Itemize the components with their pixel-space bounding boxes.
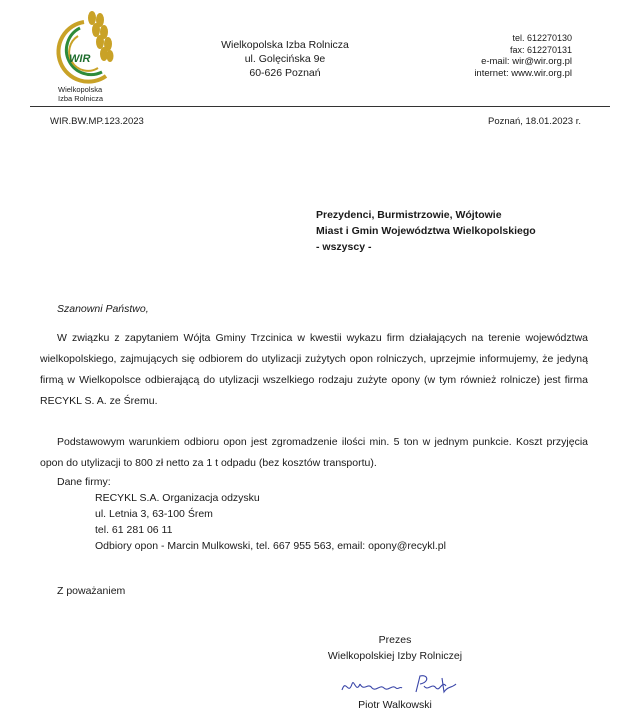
- contact-tel: tel. 612270130: [512, 33, 572, 43]
- firm-name: RECYKL S.A. Organizacja odzysku: [95, 492, 260, 504]
- addressee-line3: - wszyscy -: [316, 241, 372, 253]
- firm-tel: tel. 61 281 06 11: [95, 524, 173, 536]
- firm-data-block: [57, 474, 446, 554]
- salutation: Szanowni Państwo,: [57, 303, 149, 315]
- reference-number: WIR.BW.MP.123.2023: [50, 116, 144, 127]
- sender-city: 60-626 Poznań: [249, 67, 321, 79]
- logo-caption: Wielkopolska Izba Rolnicza: [58, 85, 104, 103]
- addressee-line2: Miast i Gmin Województwa Wielkopolskiego: [316, 225, 536, 237]
- sender-address: [200, 38, 370, 80]
- addressee-block: [316, 207, 536, 255]
- firm-data-label: Dane firmy:: [57, 476, 111, 488]
- header-divider: [30, 106, 610, 107]
- contact-internet: internet: www.wir.org.pl: [474, 68, 572, 79]
- sender-name: Wielkopolska Izba Rolnicza: [221, 39, 349, 51]
- signatory-block: [300, 632, 490, 664]
- wheat-icon: [88, 11, 114, 62]
- firm-address: ul. Letnia 3, 63-100 Śrem: [95, 508, 213, 520]
- svg-text:WIR: WIR: [69, 53, 91, 65]
- firm-pickup-contact: Odbiory opon - Marcin Mulkowski, tel. 667 955 563, email: opony@recykl.pl: [95, 540, 446, 552]
- signatory-title: Prezes: [378, 634, 412, 646]
- handwritten-signature: [338, 672, 468, 700]
- addressee-line1: Prezydenci, Burmistrzowie, Wójtowie: [316, 209, 502, 221]
- closing: Z poważaniem: [57, 585, 126, 597]
- sender-street: ul. Golęcińska 9e: [244, 53, 326, 65]
- body-paragraph-1: W związku z zapytaniem Wójta Gminy Trzcinica w kwestii wykazu firm działających na terenie województwa wielkopolskiego, zajmujących się odbiorem do utylizacji zużytych opon rolniczych, uprzejmie informujemy, że jedyną firmą w Wielkopolsce odbierającą do utylizacji wszelkiego rodzaju zużyte opony (w tym również rolnicze) jest firma RECYKL S. A. ze Śremu.: [40, 332, 588, 407]
- letter-date: Poznań, 18.01.2023 r.: [488, 116, 581, 127]
- signatory-name: Piotr Walkowski: [358, 699, 432, 711]
- body-paragraph-2: Podstawowym warunkiem odbioru opon jest zgromadzenie ilości min. 5 ton w jednym punkcie. Koszt przyjęcia opon do utylizacji to 800 zł netto za 1 t odpadu (bez kosztów transportu).: [40, 436, 588, 469]
- signatory-org: Wielkopolskiej Izby Rolniczej: [327, 650, 463, 662]
- contact-email: e-mail: wir@wir.org.pl: [481, 56, 572, 67]
- contact-block: [410, 32, 572, 80]
- contact-fax: fax: 612270131: [509, 45, 572, 55]
